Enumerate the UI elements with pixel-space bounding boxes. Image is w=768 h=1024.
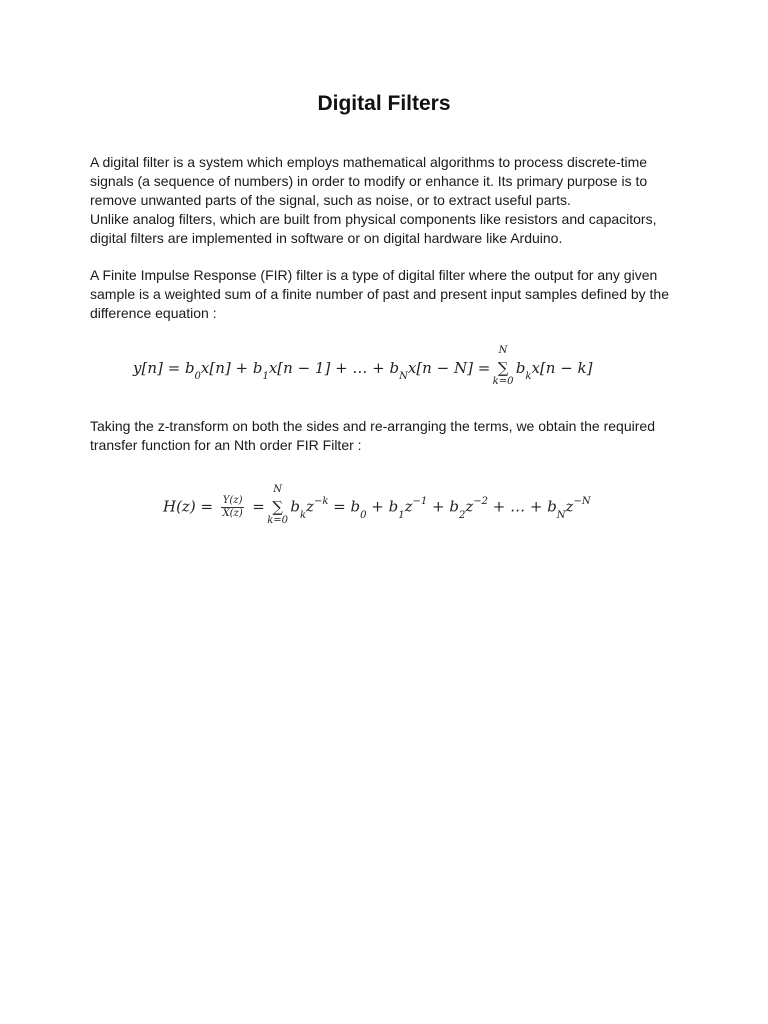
eq2-superscript: −2 [473,495,488,507]
eq1-subscript: N [399,371,408,382]
eq2-superscript: −N [573,495,591,507]
eq2-part: H(z) = [163,497,218,516]
eq1-part: x[n − 1] + … + b [268,359,400,377]
eq2-part: z [306,497,314,516]
eq2-subscript: 1 [398,509,405,521]
intro-paragraph [90,153,690,248]
eq2-subscript: N [556,509,566,521]
intro-line: A digital filter is a system which employs mathematical algorithms to process discrete-time [90,154,648,170]
eq2-part: + … + b [487,497,557,516]
intro-line: digital filters are implemented in software or on digital hardware like Arduino. [90,230,563,246]
eq2-subscript: 0 [360,509,367,521]
eq2-part: z [404,497,413,516]
summation-symbol: ∑ N k=0 [492,345,514,387]
eq2-part: b [285,497,300,516]
intro-line: signals (a sequence of numbers) in order to modify or enhance it. Its primary purpose is to [90,173,648,189]
intro-line: Unlike analog filters, which are built from physical components like resistors and capacitors, [90,211,657,227]
eq1-part: b [511,359,526,377]
sum-lower-limit: k=0 [492,376,514,387]
eq1-part: y[n] = b [133,359,195,377]
eq2-part: z [465,497,474,516]
eq2-part: z [565,497,574,516]
fir-line: A Finite Impulse Response (FIR) filter is a type of digital filter where the output for any given [90,267,658,283]
eq1-part: x[n − N] = [407,359,496,377]
eq2-superscript: −1 [412,495,428,507]
eq1-subscript: 0 [194,371,201,382]
ztransform-paragraph [90,417,690,455]
sum-upper-limit: N [498,345,508,356]
transfer-function-equation [163,483,591,526]
difference-equation [133,345,593,387]
fraction-denominator: X(z) [222,508,243,519]
fir-line: difference equation : [90,305,217,321]
eq2-superscript: −k [313,495,329,507]
fir-paragraph [90,266,690,323]
eq2-part: = [247,497,270,516]
fraction [221,496,245,519]
eq2-subscript: k [299,509,307,521]
eq1-subscript: k [525,371,532,382]
eq2-subscript: 2 [458,509,466,521]
page-title: Digital Filters [317,92,451,115]
eq1-subscript: 1 [262,371,269,382]
fraction-numerator: Y(z) [222,495,243,506]
sum-lower-limit: k=0 [267,514,288,526]
sum-upper-limit: N [273,483,282,495]
ztransform-line: transfer function for an Nth order FIR Filter : [90,437,362,453]
eq1-part: x[n − k] [531,359,593,377]
eq1-part: x[n] + b [200,359,263,377]
intro-line: remove unwanted parts of the signal, such as noise, or to extract useful parts. [90,192,571,208]
fir-line: sample is a weighted sum of a finite number of past and present input samples defined by the [90,286,670,302]
eq2-part: + b [427,497,459,516]
eq2-part: + b [366,497,399,516]
eq2-part: = b [328,497,361,516]
ztransform-line: Taking the z-transform on both the sides and re-arranging the terms, we obtain the required [90,418,655,434]
summation-symbol: ∑ N k=0 [267,483,288,526]
